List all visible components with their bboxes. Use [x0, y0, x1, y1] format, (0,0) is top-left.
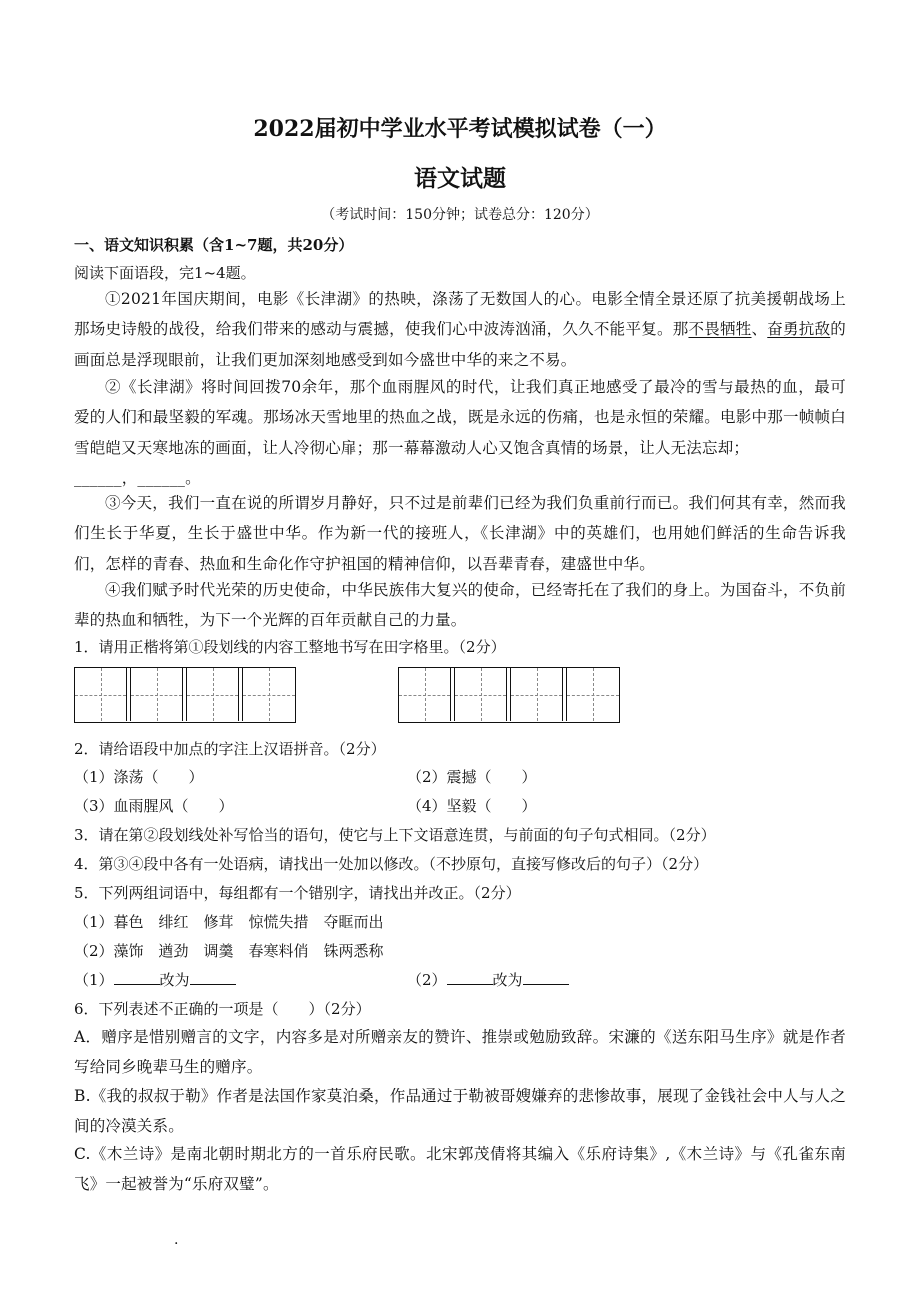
- question-5-group-2: （2）藻饰 遒劲 调羹 春寒料俏 铢两悉称: [74, 942, 384, 960]
- grid-cell[interactable]: [455, 668, 507, 721]
- passage-paragraph-3: ③今天，我们一直在说的所谓岁月静好，只不过是前辈们已经为我们负重前行而已。我们何其有幸，然而我们生长于华夏，生长于盛世中华。作为新一代的接班人，《长津湖》中的英雄们，也用她们鲜活的生命告诉我们，怎样的青春、热血和生命化作守护祖国的精神信仰，以吾辈青春，建盛世中华。: [74, 494, 846, 573]
- question-2-item-2: （2）震撼（ ）: [407, 768, 537, 786]
- answer-2-label: （2）: [407, 971, 447, 989]
- underlined-phrase-2: 奋勇抗敌: [767, 320, 831, 339]
- writing-grid-1[interactable]: [74, 667, 296, 723]
- p2-blank-line: ______，______。: [74, 468, 201, 487]
- grid-cell[interactable]: [511, 668, 563, 721]
- question-5: 5．下列两组词语中，每组都有一个错别字，请找出并改正。（2分）: [74, 884, 521, 902]
- question-5-answer-2: [407, 969, 569, 990]
- answer-blank[interactable]: [114, 970, 160, 985]
- p2-text: ②《长津湖》将时间回拨70余年，那个血雨腥风的时代，让我们真正地感受了最冷的雪与最热的血，最可爱的人们和最坚毅的军魂。那场冰天雪地里的热血之战，既是永远的伤痛，也是永恒的荣耀。电影中那一帧帧白雪皑皑又天寒地冻的画面，让人冷彻心扉；那一幕幕激动人心又饱含真情的场景，让人无法忘却；: [74, 378, 846, 457]
- question-5-group-1: （1）暮色 绯红 修茸 惊慌失措 夺眶而出: [74, 913, 384, 931]
- question-2-item-1: （1）涤荡（ ）: [74, 768, 204, 786]
- answer-blank[interactable]: [447, 970, 493, 985]
- question-2-item-3: （3）血雨腥风（ ）: [74, 797, 234, 815]
- underlined-phrase-1: 不畏牺牲: [688, 320, 752, 339]
- passage-paragraph-1: [74, 284, 846, 375]
- passage-paragraph-2: [74, 372, 846, 493]
- question-6-option-b: B.《我的叔叔于勒》作者是法国作家莫泊桑，作品通过于勒被哥嫂嫌弃的悲惨故事，展现了金钱社会中人与人之间的冷漠关系。: [74, 1087, 846, 1136]
- grid-cell[interactable]: [567, 668, 619, 721]
- writing-grid-2[interactable]: [398, 667, 620, 723]
- footer-dot: .: [174, 1232, 179, 1248]
- question-3: 3．请在第②段划线处补写恰当的语句，使它与上下文语意连贯，与前面的句子句式相同。（2分）: [74, 826, 716, 844]
- grid-cell[interactable]: [243, 668, 295, 721]
- answer-1-label: （1）: [74, 971, 114, 989]
- exam-title: 2022届初中学业水平考试模拟试卷（一）: [253, 116, 667, 142]
- question-2: 2．请给语段中加点的字注上汉语拼音。（2分）: [74, 740, 386, 758]
- question-4: 4．第③④段中各有一处语病，请找出一处加以修改。（不抄原句，直接写修改后的句子）（2分）: [74, 855, 709, 873]
- question-5-answer-1: [74, 969, 236, 990]
- answer-1-mid: 改为: [159, 971, 190, 989]
- p1-sep: 、: [751, 320, 768, 339]
- question-6-option-c: C.《木兰诗》是南北朝时期北方的一首乐府民歌。北宋郭茂倩将其编入《乐府诗集》,《木兰诗》与《孔雀东南飞》一起被誉为“乐府双璧”。: [74, 1145, 846, 1194]
- answer-2-mid: 改为: [492, 971, 523, 989]
- grid-cell[interactable]: [131, 668, 183, 721]
- question-2-item-4: （4）坚毅（ ）: [407, 797, 537, 815]
- passage-paragraph-4: ④我们赋予时代光荣的历史使命，中华民族伟大复兴的使命，已经寄托在了我们的身上。为国奋斗，不负前辈的热血和牺牲，为下一个光辉的百年贡献自己的力量。: [74, 581, 846, 630]
- p1-text-b: 的画面总是浮现眼前，让我们更加深刻地感受到如今盛世中华的来之不易。: [74, 320, 846, 369]
- question-6: 6．下列表述不正确的一项是（ ）（2分）: [74, 1000, 371, 1018]
- section-heading: 一、语文知识积累（含1~7题，共20分）: [74, 236, 354, 254]
- grid-cell[interactable]: [399, 668, 451, 721]
- exam-info: （考试时间：150分钟；试卷总分：120分）: [321, 207, 599, 223]
- section-intro: 阅读下面语段，完1~4题。: [74, 264, 256, 282]
- answer-blank[interactable]: [190, 970, 236, 985]
- question-6-option-a: A．赠序是惜别赠言的文字，内容多是对所赠亲友的赞许、推崇或勉励致辞。宋濂的《送东阳马生序》就是作者写给同乡晚辈马生的赠序。: [74, 1028, 846, 1077]
- grid-cell[interactable]: [75, 668, 127, 721]
- answer-blank[interactable]: [523, 970, 569, 985]
- grid-cell[interactable]: [187, 668, 239, 721]
- question-1: 1．请用正楷将第①段划线的内容工整地书写在田字格里。（2分）: [74, 638, 506, 656]
- exam-subtitle: 语文试题: [414, 165, 506, 192]
- p1-text-a: ①2021年国庆期间，电影《长津湖》的热映，涤荡了无数国人的心。电影全情全景还原了抗美援朝战场上那场史诗般的战役，给我们带来的感动与震撼，使我们心中波涛汹涌，久久不能平复。那: [74, 290, 846, 339]
